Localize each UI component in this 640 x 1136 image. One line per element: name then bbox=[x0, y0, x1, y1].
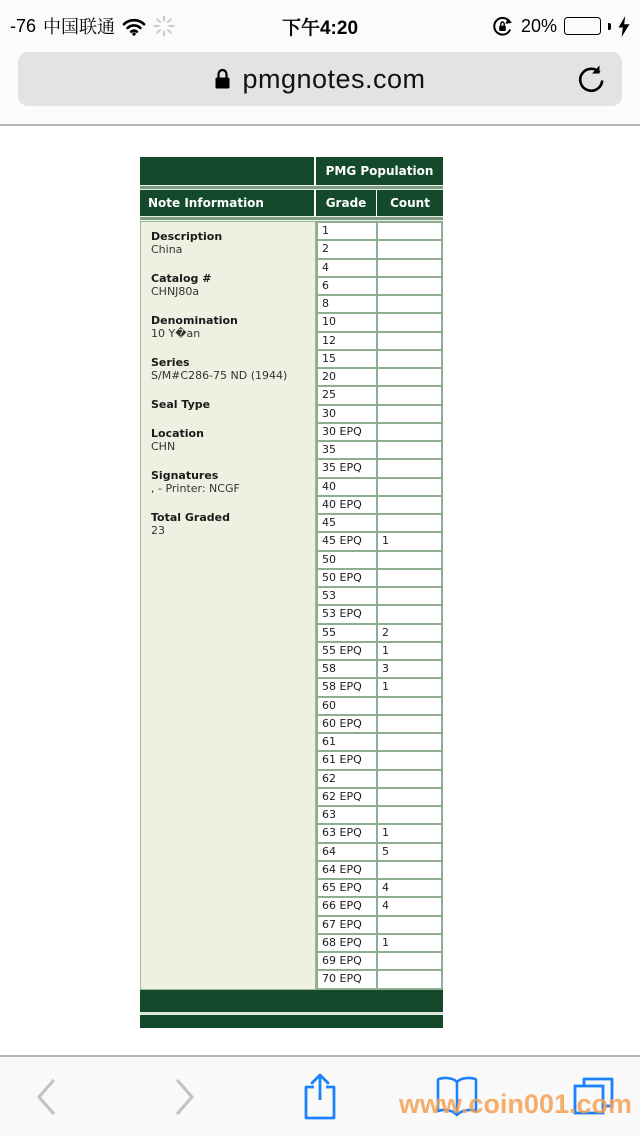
count-cell: 3 bbox=[378, 661, 441, 677]
network-activity-spinner-icon bbox=[153, 15, 175, 37]
count-cell bbox=[378, 497, 441, 513]
info-field bbox=[151, 427, 307, 453]
count-cell bbox=[378, 752, 441, 768]
note-information-header: Note Information bbox=[140, 190, 314, 216]
battery-icon bbox=[564, 17, 601, 35]
count-cell bbox=[378, 460, 441, 476]
url-bar-row bbox=[18, 52, 622, 106]
count-cell bbox=[378, 406, 441, 422]
info-field-label: Description bbox=[151, 230, 223, 243]
grade-cell: 12 bbox=[318, 333, 376, 349]
grade-cell: 61 EPQ bbox=[318, 752, 376, 768]
info-field-label: Series bbox=[151, 356, 190, 369]
grade-cell: 63 bbox=[318, 807, 376, 823]
grade-cell: 35 bbox=[318, 442, 376, 458]
grade-cell: 67 EPQ bbox=[318, 917, 376, 933]
count-cell bbox=[378, 953, 441, 969]
rotation-lock-icon bbox=[491, 15, 514, 38]
table-footer-bar bbox=[140, 1015, 443, 1028]
grade-cell: 68 EPQ bbox=[318, 935, 376, 951]
address-bar[interactable] bbox=[18, 52, 622, 106]
info-field bbox=[151, 272, 307, 298]
grade-cell: 1 bbox=[318, 223, 376, 239]
count-cell: 1 bbox=[378, 679, 441, 695]
count-cell bbox=[378, 260, 441, 276]
note-info-panel bbox=[140, 221, 316, 990]
info-field-label: Seal Type bbox=[151, 398, 211, 411]
share-button[interactable] bbox=[297, 1069, 343, 1125]
count-cell: 1 bbox=[378, 825, 441, 841]
grade-cell: 70 EPQ bbox=[318, 971, 376, 987]
grade-cell: 40 EPQ bbox=[318, 497, 376, 513]
count-cell: 4 bbox=[378, 898, 441, 914]
count-cell bbox=[378, 917, 441, 933]
count-cell bbox=[378, 296, 441, 312]
info-field bbox=[151, 511, 307, 537]
grade-cell: 30 EPQ bbox=[318, 424, 376, 440]
grade-cell: 40 bbox=[318, 479, 376, 495]
count-cell bbox=[378, 570, 441, 586]
info-field-value: S/M#C286-75 ND (1944) bbox=[151, 369, 288, 382]
count-cell bbox=[378, 241, 441, 257]
info-field bbox=[151, 314, 307, 340]
grade-cell: 60 bbox=[318, 698, 376, 714]
info-field-value: CHNJ80a bbox=[151, 285, 200, 298]
count-column-header: Count bbox=[377, 190, 443, 216]
info-field bbox=[151, 398, 307, 411]
grade-cell: 45 bbox=[318, 515, 376, 531]
status-bar bbox=[0, 0, 640, 48]
count-cell: 5 bbox=[378, 844, 441, 860]
bookmarks-button[interactable] bbox=[434, 1069, 480, 1125]
count-cell bbox=[378, 387, 441, 403]
info-field-label: Catalog # bbox=[151, 272, 212, 285]
safari-bottom-toolbar bbox=[0, 1055, 640, 1136]
grade-cell: 8 bbox=[318, 296, 376, 312]
count-cell: 1 bbox=[378, 643, 441, 659]
grade-cell: 6 bbox=[318, 278, 376, 294]
info-field-label: Total Graded bbox=[151, 511, 230, 524]
count-cell bbox=[378, 351, 441, 367]
grade-cell: 4 bbox=[318, 260, 376, 276]
count-cell bbox=[378, 223, 441, 239]
grade-cell: 69 EPQ bbox=[318, 953, 376, 969]
grade-cell: 45 EPQ bbox=[318, 533, 376, 549]
web-page-content bbox=[0, 128, 640, 1055]
count-cell: 1 bbox=[378, 935, 441, 951]
browser-chrome-top bbox=[0, 0, 640, 126]
info-field-value: 10 Y�an bbox=[151, 327, 201, 340]
grade-cell: 58 EPQ bbox=[318, 679, 376, 695]
count-cell bbox=[378, 862, 441, 878]
count-cell: 2 bbox=[378, 625, 441, 641]
clock: 下午4:20 bbox=[281, 17, 359, 39]
count-cell bbox=[378, 734, 441, 750]
header-spacer-cell bbox=[140, 157, 314, 185]
count-cell bbox=[378, 278, 441, 294]
count-cell bbox=[378, 314, 441, 330]
grade-cell: 53 bbox=[318, 588, 376, 604]
grade-cell: 62 bbox=[318, 771, 376, 787]
count-cell bbox=[378, 789, 441, 805]
count-cell bbox=[378, 698, 441, 714]
pmg-population-table bbox=[140, 157, 443, 1028]
count-cell bbox=[378, 442, 441, 458]
table-body bbox=[140, 221, 443, 990]
charging-bolt-icon bbox=[618, 16, 630, 37]
status-right bbox=[491, 15, 630, 38]
grade-cell: 62 EPQ bbox=[318, 789, 376, 805]
population-header-row bbox=[140, 157, 443, 185]
info-field-label: Location bbox=[151, 427, 204, 440]
info-field bbox=[151, 230, 307, 256]
grade-cell: 10 bbox=[318, 314, 376, 330]
reload-button[interactable] bbox=[574, 62, 608, 96]
count-cell bbox=[378, 716, 441, 732]
grade-cell: 65 EPQ bbox=[318, 880, 376, 896]
forward-button[interactable] bbox=[161, 1069, 207, 1125]
grade-column-header: Grade bbox=[316, 190, 376, 216]
grade-cell: 63 EPQ bbox=[318, 825, 376, 841]
grade-cell: 53 EPQ bbox=[318, 606, 376, 622]
count-cell bbox=[378, 424, 441, 440]
grade-cell: 2 bbox=[318, 241, 376, 257]
info-field-value: 23 bbox=[151, 524, 165, 537]
population-grid bbox=[316, 221, 443, 990]
info-field-value: China bbox=[151, 243, 183, 256]
column-header-row bbox=[140, 190, 443, 216]
grade-cell: 55 EPQ bbox=[318, 643, 376, 659]
url-domain: pmgnotes.com bbox=[242, 63, 426, 94]
status-left bbox=[10, 13, 175, 39]
grade-cell: 20 bbox=[318, 369, 376, 385]
pmg-population-header: PMG Population bbox=[316, 157, 443, 185]
count-cell: 4 bbox=[378, 880, 441, 896]
info-field bbox=[151, 469, 307, 495]
count-cell bbox=[378, 971, 441, 987]
count-cell bbox=[378, 807, 441, 823]
https-lock-icon bbox=[214, 68, 231, 90]
grade-cell: 64 EPQ bbox=[318, 862, 376, 878]
wifi-icon bbox=[122, 17, 146, 36]
grade-cell: 66 EPQ bbox=[318, 898, 376, 914]
info-field-label: Signatures bbox=[151, 469, 219, 482]
watermark: www.coin001.com bbox=[398, 1089, 632, 1119]
grade-cell: 60 EPQ bbox=[318, 716, 376, 732]
grade-cell: 35 EPQ bbox=[318, 460, 376, 476]
grade-cell: 64 bbox=[318, 844, 376, 860]
info-field-value: CHN bbox=[151, 440, 176, 453]
grade-cell: 58 bbox=[318, 661, 376, 677]
count-cell bbox=[378, 771, 441, 787]
grade-cell: 25 bbox=[318, 387, 376, 403]
grade-cell: 15 bbox=[318, 351, 376, 367]
count-cell bbox=[378, 479, 441, 495]
table-footer-bar bbox=[140, 990, 443, 1012]
tabs-button[interactable] bbox=[570, 1069, 616, 1125]
count-cell bbox=[378, 588, 441, 604]
back-button[interactable] bbox=[24, 1069, 70, 1125]
grade-cell: 61 bbox=[318, 734, 376, 750]
carrier-label: 中国联通 bbox=[43, 17, 116, 37]
count-cell bbox=[378, 333, 441, 349]
count-cell: 1 bbox=[378, 533, 441, 549]
count-cell bbox=[378, 552, 441, 568]
info-field bbox=[151, 356, 307, 382]
grade-cell: 50 bbox=[318, 552, 376, 568]
battery-nub bbox=[608, 23, 611, 30]
grade-cell: 55 bbox=[318, 625, 376, 641]
grade-cell: 50 EPQ bbox=[318, 570, 376, 586]
info-field-value: , - Printer: NCGF bbox=[151, 482, 240, 495]
count-cell bbox=[378, 606, 441, 622]
info-field-label: Denomination bbox=[151, 314, 238, 327]
battery-percent: 20% bbox=[520, 15, 557, 36]
count-cell bbox=[378, 515, 441, 531]
count-cell bbox=[378, 369, 441, 385]
signal-strength: -76 bbox=[10, 15, 37, 36]
grade-cell: 30 bbox=[318, 406, 376, 422]
